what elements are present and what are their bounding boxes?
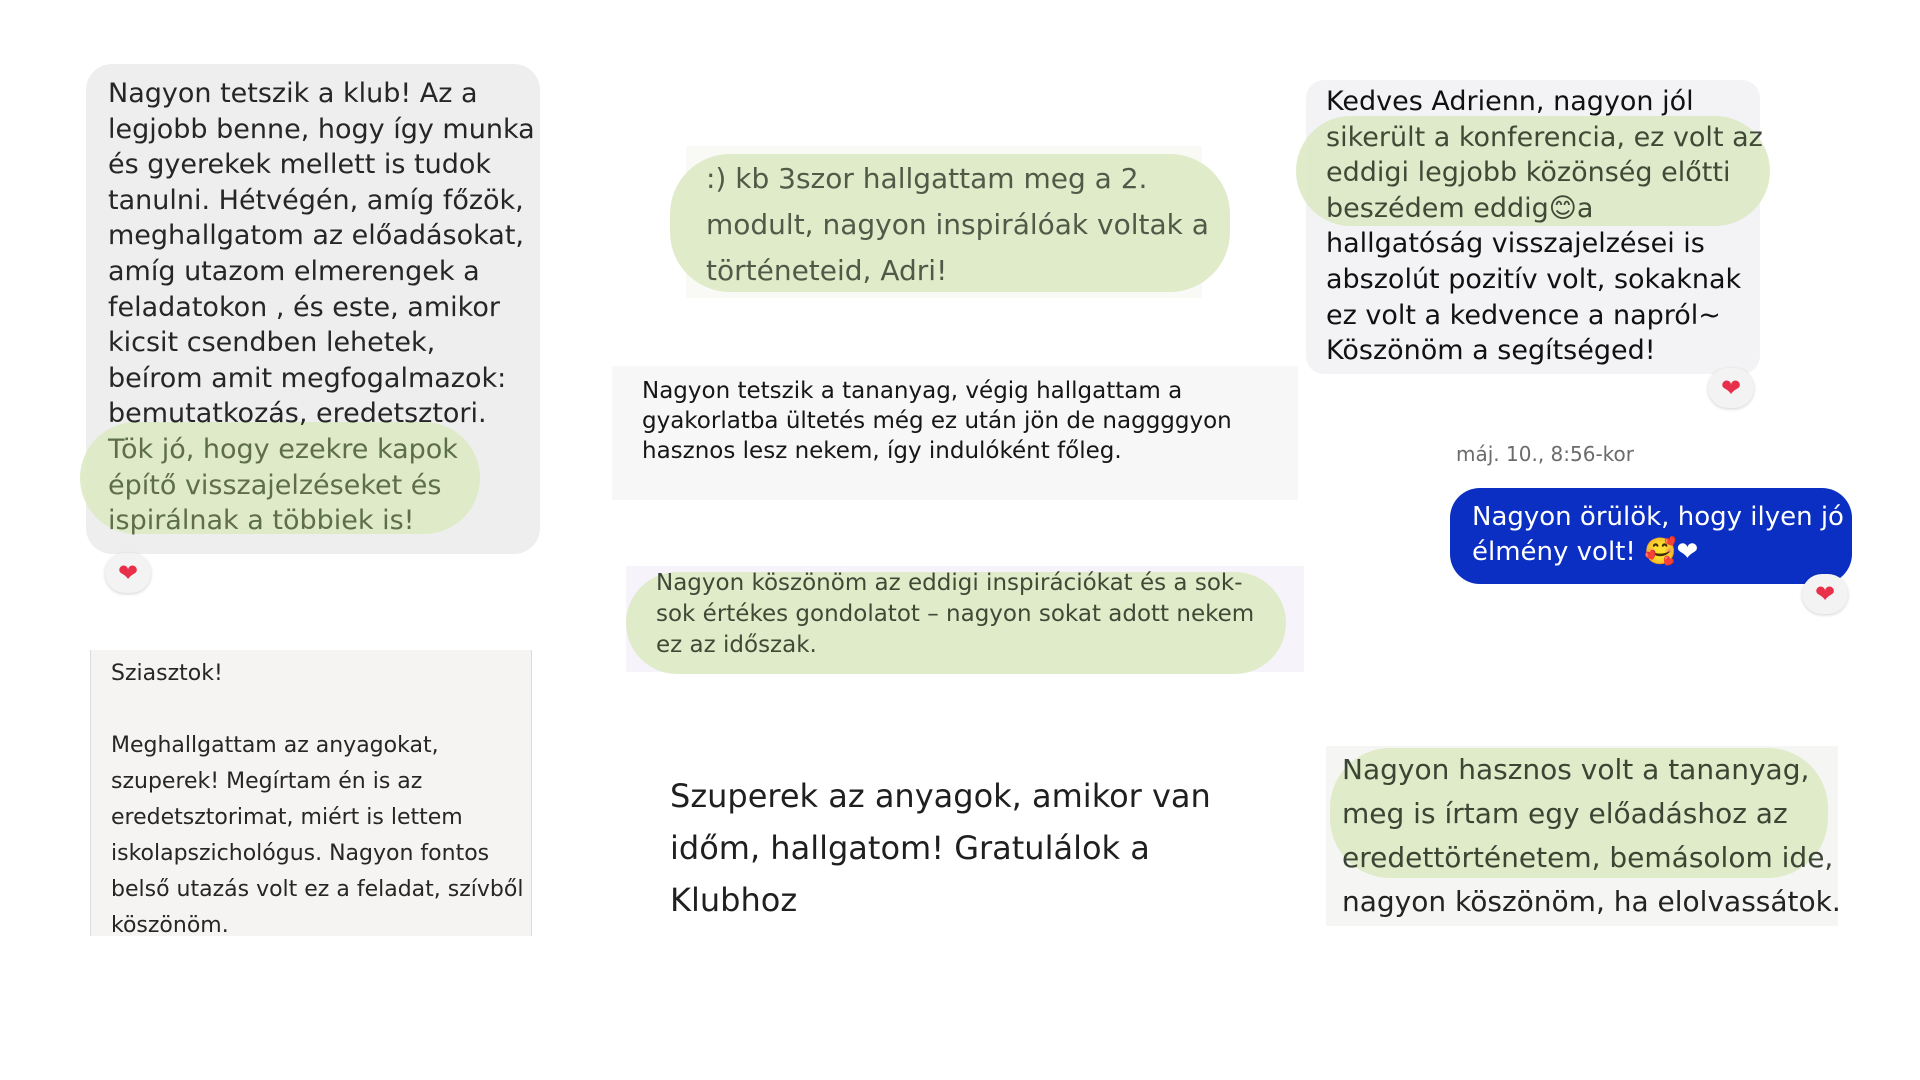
testimonial-card-6 xyxy=(646,752,1218,940)
message-text: :) kb 3szor hallgattam meg a 2. modult, nagyon inspirálóak voltak a történeteid, Adri! xyxy=(706,162,1209,287)
heart-reaction-icon[interactable]: ❤ xyxy=(1708,368,1754,408)
highlighted-text: sikerült a konferencia, ez volt az eddigi legjobb közönség előtti beszédem eddig😊a xyxy=(1326,121,1763,224)
highlighted-text: Tök jó, hogy ezekre kapok építő visszajelzéseket és ispirálnak a többiek is! xyxy=(108,433,458,537)
message-text: Nagyon köszönöm az eddigi inspirációkat és a sok- sok értékes gondolatot – nagyon sokat adott nekem ez az időszak. xyxy=(656,570,1255,658)
testimonial-card-7 xyxy=(1306,80,1763,374)
testimonial-card-4 xyxy=(626,566,1304,672)
message-text: Kedves Adrienn, nagyon jól sikerült a konferencia, ez volt az eddigi legjobb közönség előtti beszédem eddig😊a hallgatóság visszajelzései is abszolút pozitív volt, sokaknak ez volt a kedvence a napról~ Köszönöm a segítséged! xyxy=(1326,86,1763,367)
message-text: Sziasztok! Meghallgattam az anyagokat, szuperek! Megírtam én is az eredetsztorimat, miért is lettem iskolapszichológus. Nagyon fontos belső utazás volt ez a feladat, szívből köszönöm. xyxy=(111,661,524,938)
testimonial-card-9 xyxy=(1326,746,1841,926)
message-text: Nagyon hasznos volt a tananyag, meg is írtam egy előadáshoz az eredettörténetem, bemásolom ide, nagyon köszönöm, ha elolvassátok. xyxy=(1342,753,1841,918)
testimonial-card-5 xyxy=(90,650,532,936)
message-text: Nagyon örülök, hogy ilyen jó élmény volt! 🥰❤ xyxy=(1472,502,1844,567)
testimonial-card-3 xyxy=(612,366,1298,500)
message-timestamp: máj. 10., 8:56-kor xyxy=(1456,442,1634,466)
message-text: Nagyon tetszik a tananyag, végig hallgattam a gyakorlatba ültetés még ez után jön de naggggyon hasznos lesz nekem, így indulóként főleg. xyxy=(642,378,1232,464)
sent-message-bubble xyxy=(1450,488,1852,584)
testimonial-card-1 xyxy=(86,64,540,554)
heart-reaction-icon[interactable]: ❤ xyxy=(1802,574,1848,614)
testimonial-card-2 xyxy=(686,146,1209,298)
heart-reaction-icon[interactable]: ❤ xyxy=(105,553,151,593)
message-text: Szuperek az anyagok, amikor van időm, hallgatom! Gratulálok a Klubhoz xyxy=(670,777,1211,919)
highlighted-text: Nagyon hasznos volt a tananyag, meg is írtam egy előadáshoz az eredettörténetem, bemásolom ide, xyxy=(1342,753,1834,874)
message-text: Nagyon tetszik a klub! Az a legjobb benne, hogy így munka és gyerekek mellett is tudok tanulni. Hétvégén, amíg főzök, meghallgatom az előadásokat, amíg utazom elmerengek a feladatokon , és este, amikor kicsit csendben lehetek, beírom amit megfogalmazok: bemutatkozás, eredetsztori. Tök jó, hogy ezekre kapok építő visszajelzéseket és ispirálnak a többiek is! xyxy=(108,78,535,537)
